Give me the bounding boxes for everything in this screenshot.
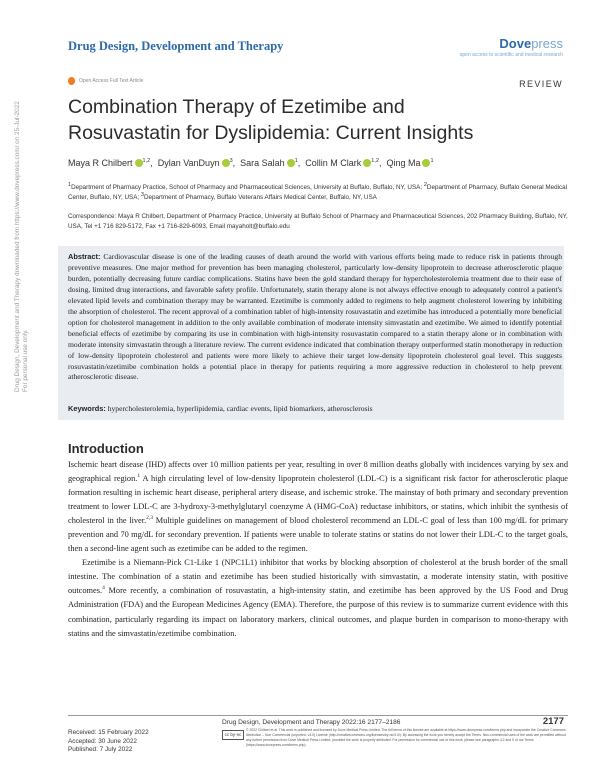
orcid-icon[interactable] [287,159,295,167]
citation-link[interactable]: 2,3 [146,515,154,522]
paragraph-1: Ischemic heart disease (IHD) affects over 10 million patients per year, resulting in over 8 million deaths globally with incidences varying by sex and geographical region.$^1$ A high circulating level of low-density lipoprotein cholesterol (LDL-C) is a significant risk factor for atherosclerotic plaque formation resulting in ischemic heart disease, peripheral artery disease, and ischemic stroke. The mainstay of both primary and secondary prevention treatment to lower LDL-C are 3-hydroxy-3-methylglutaryl coenzyme A (HMG-CoA) reductase inhibitors, or statins, which inhibit the synthesis of cholesterol in the liver.$^{2,3}$ Multiple guidelines on management of blood cholesterol recommend an LDL-C goal of less than 100 mg/dL for primary prevention and 70 mg/dL for secondary prevention. If patients were unable to tolerate statins or statins do not lower their LDL-C to the target goals, then a second-line agent such as ezetimibe can be added to the regimen. [68,460,569,554]
orcid-icon[interactable] [135,159,143,167]
correspondence: Correspondence: Maya R Chilbert, Department of Pharmacy Practice, University at Buffalo School of Pharmacy and Pharmaceutical Sciences, 202 Pharmacy Building, Buffalo, NY, USA, Tel +1 716 829-5172, Fax +1 716-829-6093, Email mayaholt@buffalo.edu [68,213,568,230]
publisher-logo[interactable] [499,36,563,51]
received-date: Received: 15 February 2022 [68,729,149,736]
open-access-icon [68,77,75,85]
article-title-line-1: Combination Therapy of Ezetimibe and [68,96,405,118]
keywords-text: hypercholesterolemia, hyperlipidemia, cardiac events, lipid biomarkers, atherosclerosis [107,404,373,413]
publisher-logo-bold: Dove [499,36,532,51]
author-affil: 1,2 [142,158,151,164]
citation-link[interactable]: 4 [102,585,105,592]
author-name[interactable]: Qing Ma [386,158,421,168]
footer-divider [68,715,568,716]
publisher-logo-light: press [531,36,563,51]
citation-link[interactable]: 1 [137,473,141,480]
author-affil: 1,2 [371,158,379,164]
article-dates [68,729,149,755]
article-type: REVIEW [519,79,563,89]
author-name[interactable]: Maya R Chilbert [68,158,133,168]
article-title-line-2: Rosuvastatin for Dyslipidemia: Current Insights [68,122,474,144]
keywords [68,404,562,413]
abstract [68,252,562,383]
author-affil: 3 [229,158,233,164]
orcid-icon[interactable] [222,159,230,167]
author-affil: 1 [430,158,434,164]
creative-commons-icon[interactable]: cc by-nc [222,730,244,740]
license-text: © 2022 Chilbert et al. This work is published and licensed by Dove Medical Press Limited. The full terms of this license are available at https://www.dovepress.com/terms.php and incorporate the Creative Commons Attribution – Non Commercial (unported, v3.0) License (http://creativecommons.org/licenses/by-nc/3.0/). By accessing the work you hereby accept the Terms. Non-commercial uses of the work are permitted without any further permission from Dove Medical Press Limited, provided the work is properly attributed. For permission for commercial use of this work, please see paragraphs 4.2 and 5 of our Terms (https://www.dovepress.com/terms.php). [246,728,566,747]
author-name[interactable]: Sara Salah [240,158,285,168]
abstract-text: Cardiovascular disease is one of the leading causes of death around the world with various efforts being made to reduce risk in patients through preventive measures. One major method for prevention has been managing cholesterol, particularly low-density lipoprotein to decrease atherosclerotic plaque burden, potentially decreasing future cardiac complications. Statins have been the gold standard therapy for hypercholesterolemia treatment due to their ease of dosing, limited drug interactions, and favorable safety profile. Unfortunately, statin therapy alone is not always effective enough to adequately control a patient's elevated lipid levels and combination therapy may be warranted. Ezetimibe is commonly added to regimens to help augment cholesterol lowering by inhibiting the absorption of cholesterol. The recent approval of a combination tablet of high-intensity rosuvastatin and ezetimibe has introduced a potentially more beneficial option for cholesterol management in addition to the only available combination of moderate intensity simvastatin and ezetimibe. We aimed to identify potential beneficial effects of ezetimibe by comparing its use in combination with high-intensity rosuvastatin compared to a statin therapy alone or in combination with moderate intensity simvastatin through a literature review. The current evidence indicated that combination therapy outperformed statin monotherapy in reduction of low-density lipoprotein cholesterol and patients were more likely to achieve their target low-density lipoprotein cholesterol goal level. This suggests rosuvastatin/ezetimibe combination holds a potential place in therapy for patients requiring a more aggressive reduction in cholesterol to help prevent atherosclerotic disease. [68,252,562,382]
affiliations: $^1$Department of Pharmacy Practice, School of Pharmacy and Pharmaceutical Sciences, University at Buffalo, Buffalo, NY, USA; $^2$Department of Pharmacy, Buffalo General Medical Center, Buffalo, NY, USA; $^3$Department of Pharmacy, Buffalo Veterans Affairs Medical Center, Buffalo, NY, USA [68,181,568,201]
accepted-date: Accepted: 30 June 2022 [68,737,137,745]
journal-reference: Drug Design, Development and Therapy 2022:16 2177–2186 [222,719,401,726]
download-watermark: Drug Design, Development and Therapy downloaded from https://www.dovepress.com/ on 25-Jul-2022 For personal use only. [14,101,29,392]
page-number: 2177 [542,716,564,727]
journal-title: Drug Design, Development and Therapy [68,39,284,53]
author-affil: 1 [294,158,298,164]
open-access-badge [68,77,143,85]
publisher-tagline: open access to scientific and medical research [459,52,563,58]
paragraph-2: Ezetimibe is a Niemann-Pick C1-Like 1 (NPC1L1) inhibitor that works by blocking absorption of cholesterol at the brush border of the small intestine. The combination of a statin and ezetimibe has been studied historically with simvastatin, a moderate intensity statin, with positive outcomes.$^4$ More recently, a combination of rosuvastatin, a high-intensity statin, and ezetimibe has been approved by the US Food and Drug Administration (FDA) and the European Medicines Agency (EMA). Therefore, the purpose of this review is to summarize current evidence with this combination, particularly regarding its impact on laboratory markers, clinical outcomes, and plaque burden in comparison to mono-therapy with statins and the simvastatin/ezetimibe combination. [68,558,568,638]
section-heading: Introduction [68,441,144,456]
author-name[interactable]: Dylan VanDuyn [157,158,220,168]
article-title [68,94,568,146]
author-list: Maya R Chilbert $^{1,2}$, Dylan VanDuyn $^3$, Sara Salah $^1$, Collin M Clark $^{1,2}$, Qing Ma $^1$ [68,158,434,168]
abstract-label: Abstract: [68,252,101,261]
author-name[interactable]: Collin M Clark [305,158,362,168]
keywords-label: Keywords: [68,404,106,413]
introduction-body [68,458,568,641]
open-access-label: Open Access Full Text Article [79,78,144,84]
published-date: Published: 7 July 2022 [68,746,133,753]
